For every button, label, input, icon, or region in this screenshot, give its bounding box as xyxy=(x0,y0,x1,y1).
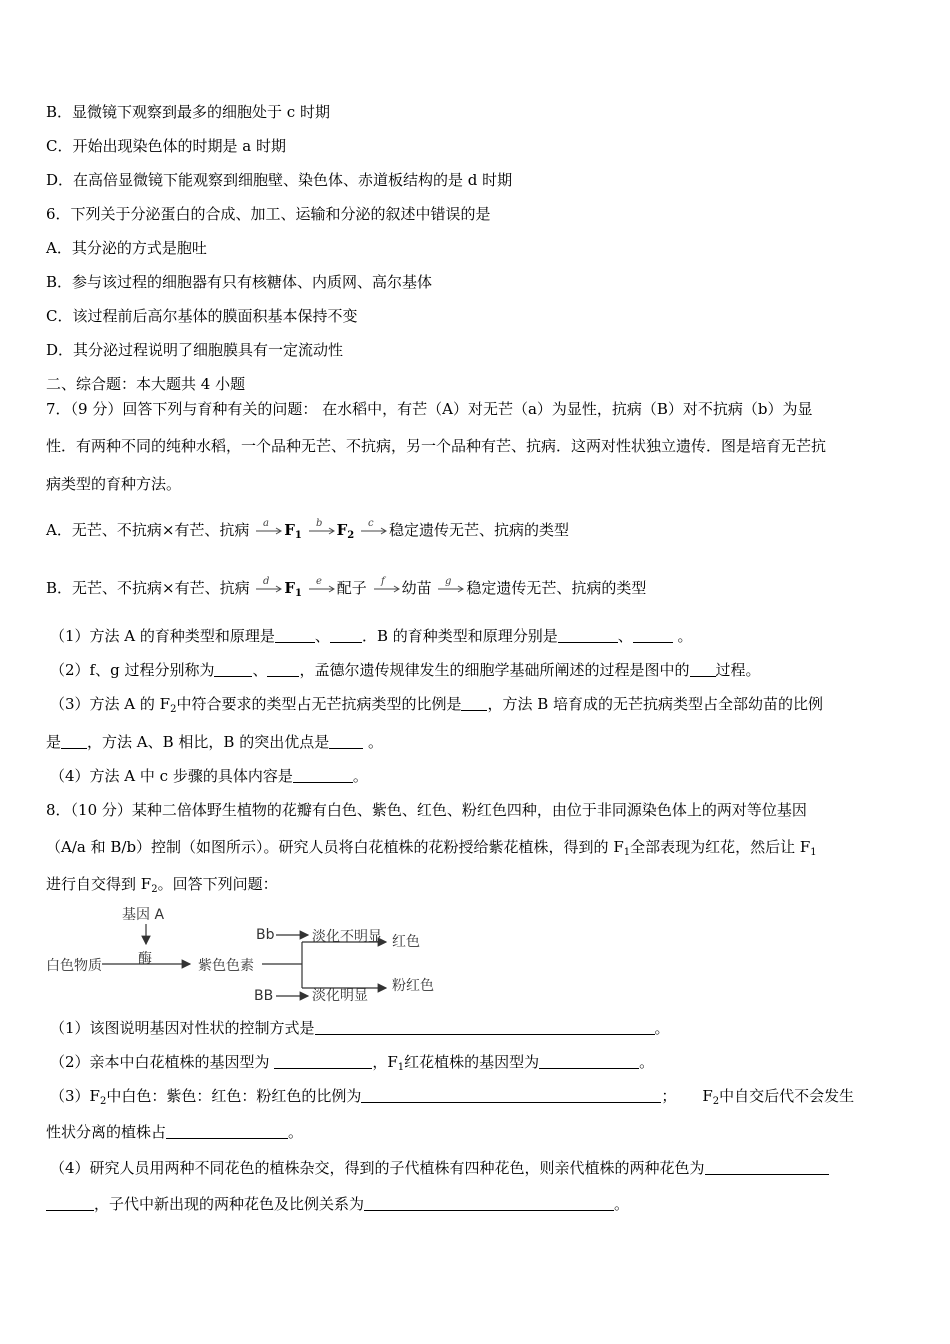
q8-sub4-line2: ，子代中新出现的两种花色及比例关系为 。 xyxy=(46,1194,629,1214)
q6-option-b: B．参与该过程的细胞器有只有核糖体、内质网、高尔基体 xyxy=(46,273,433,291)
svg-text:b: b xyxy=(315,518,322,529)
q5-option-b: B．显微镜下观察到最多的细胞处于 c 时期 xyxy=(46,103,330,121)
q8-sub2: （2）亲本中白花植株的基因型为 ，$F_1$红花植株的基因型为 。 xyxy=(50,1053,655,1073)
q7-method-a: A．无芒、不抗病×有芒、抗病 a $F_1$ b $F_2$ c 稳定遗传无芒、抗病的类型 xyxy=(46,518,570,541)
pigment-pathway-diagram xyxy=(40,900,460,1010)
q8-sub3-line2: 性状分离的植株占 。 xyxy=(46,1123,304,1141)
svg-text:f: f xyxy=(380,576,385,587)
section-2-title: 二、综合题：本大题共 4 小题 xyxy=(46,375,246,393)
q6-option-a: A．其分泌的方式是胞吐 xyxy=(46,239,207,257)
q7-sub4: （4）方法 A 中 c 步骤的具体内容是 。 xyxy=(50,767,368,785)
arrow-f-icon xyxy=(373,576,401,597)
q6-stem: 6．下列关于分泌蛋白的合成、加工、运输和分泌的叙述中错误的是 xyxy=(46,205,491,223)
q7-stem-line2: 性．有两种不同的纯种水稻，一个品种无芒、不抗病，另一个品种有芒、抗病．这两对性状独立遗传．图是培育无芒抗 xyxy=(46,437,827,455)
q7-sub3-line2: 是 ，方法 A、B 相比，B 的突出优点是 。 xyxy=(46,733,383,751)
q8-sub4-line1: （4）研究人员用两种不同花色的植株杂交，得到的子代植株有四种花色，则亲代植株的两种花色为 xyxy=(50,1158,829,1178)
strong-fade-label: 淡化明显 xyxy=(312,988,368,1004)
svg-text:e: e xyxy=(315,576,322,587)
svg-text:g: g xyxy=(445,576,452,587)
svg-text:c: c xyxy=(368,518,374,529)
q8-sub3-line1: $(3)F_2$中白色：紫色：红色：粉红色的比例为 ； $F_2$中自交后代不会发生 xyxy=(50,1087,855,1107)
svg-text:a: a xyxy=(263,518,270,529)
red-label: 红色 xyxy=(392,934,420,950)
weak-fade-label: 淡化不明显 xyxy=(312,929,382,945)
q7-sub2: （2）f、g 过程分别称为 、 ，孟德尔遗传规律发生的细胞学基础所阐述的过程是图中的 过程。 xyxy=(50,661,761,679)
q7-sub1: （1）方法 A 的育种类型和原理是 、 ．B 的育种类型和原理分别是 、 。 xyxy=(50,627,693,645)
pink-label: 粉红色 xyxy=(392,978,434,994)
q6-option-d: D．其分泌过程说明了细胞膜具有一定流动性 xyxy=(46,341,344,359)
bb-label: Bb xyxy=(256,927,275,943)
q6-option-c: C．该过程前后高尔基体的膜面积基本保持不变 xyxy=(46,307,358,325)
q8-sub1: （1）该图说明基因对性状的控制方式是 。 xyxy=(50,1019,670,1037)
q5-option-d: D．在高倍显微镜下能观察到细胞壁、染色体、赤道板结构的是 d 时期 xyxy=(46,171,513,189)
BB-label: BB xyxy=(254,988,274,1004)
gene-a-label: 基因 A xyxy=(122,907,165,923)
svg-text:d: d xyxy=(263,576,270,587)
q8-stem-line2: （A/a 和 B/b）控制（如图所示）。研究人员将白花植株的花粉授给紫花植株，得到的 $F_1$全部表现为红花，然后让 $F_1$ xyxy=(46,838,817,858)
q7-stem-line3: 病类型的育种方法。 xyxy=(46,475,182,493)
q8-stem-line1: 8．（10 分）某种二倍体野生植物的花瓣有白色、紫色、红色、粉红色四种，由位于非同源染色体上的两对等位基因 xyxy=(46,801,807,819)
arrow-c-icon xyxy=(360,518,388,539)
q7-stem-line1: 7．（9 分）回答下列与育种有关的问题： 在水稻中，有芒（A）对无芒（a）为显性，抗病（B）对不抗病（b）为显 xyxy=(46,400,813,418)
q8-stem-line3: 进行自交得到 $F_2$。回答下列问题： xyxy=(46,875,278,895)
white-substance-label: 白色物质 xyxy=(46,958,102,974)
arrow-g-icon xyxy=(437,576,465,597)
arrow-a-icon xyxy=(255,518,283,539)
enzyme-label: 酶 xyxy=(138,951,152,967)
purple-pigment-label: 紫色色素 xyxy=(198,958,254,974)
arrow-e-icon xyxy=(308,576,336,597)
q7-sub3-line1: （3）方法 A 的 $F_2$中符合要求的类型占无芒抗病类型的比例是 ，方法 B 培育成的无芒抗病类型占全部幼苗的比例 xyxy=(50,695,824,715)
arrow-d-icon xyxy=(255,576,283,597)
q7-method-b: B．无芒、不抗病×有芒、抗病 d $F_1$ e 配子 f 幼苗 g 稳定遗传无芒、抗病的类型 xyxy=(46,576,647,599)
arrow-b-icon xyxy=(308,518,336,539)
q5-option-c: C．开始出现染色体的时期是 a 时期 xyxy=(46,137,286,155)
